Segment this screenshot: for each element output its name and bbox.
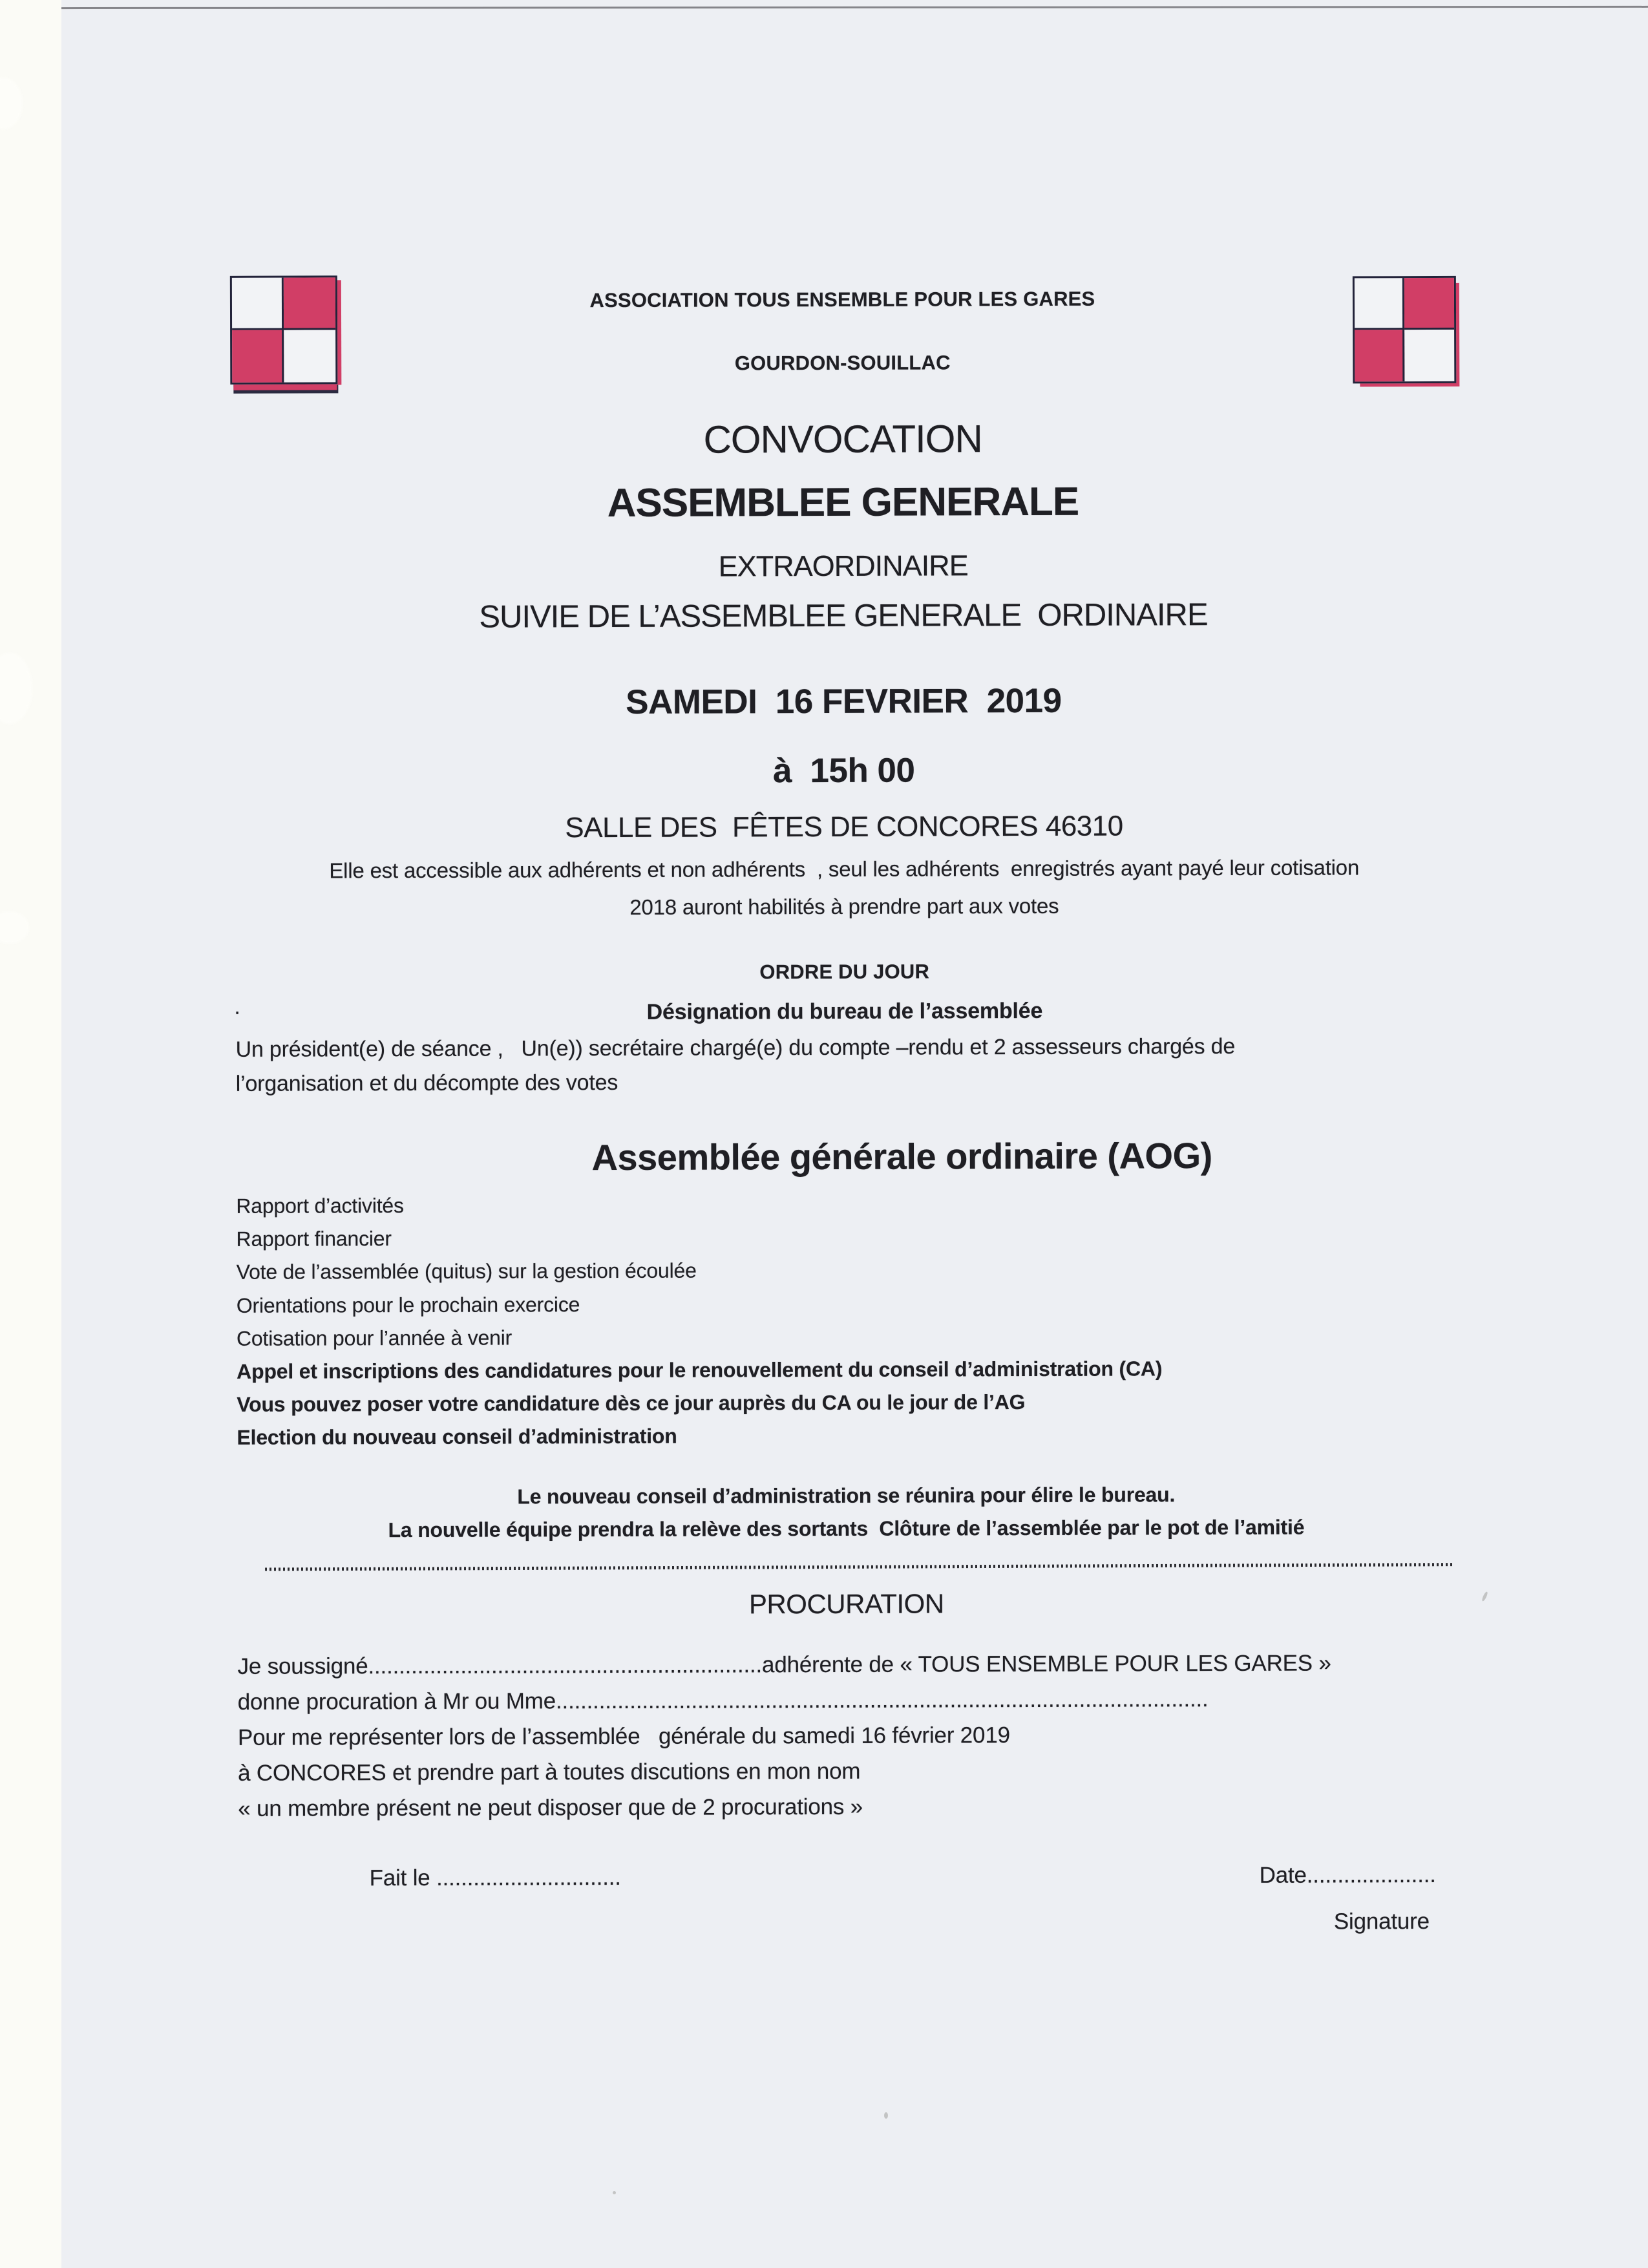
dotted-separator: [265, 1563, 1453, 1571]
event-date: SAMEDI 16 FEVRIER 2019: [626, 681, 1062, 721]
event-time: à 15h 00: [772, 751, 915, 790]
procuration-line5: « un membre présent ne peut disposer que de 2 procurations »: [238, 1794, 863, 1821]
procuration-line1: Je soussigné................................................................adhérente de « TOUS ENSEMBLE POUR LES GARES »: [237, 1650, 1331, 1679]
designation-line2: l’organisation et du décompte des votes: [235, 1070, 618, 1096]
ago-item-bold: Election du nouveau conseil d’administration: [237, 1424, 677, 1449]
association-name: ASSOCIATION TOUS ENSEMBLE POUR LES GARES: [589, 287, 1095, 312]
access-note-line2: 2018 auront habilités à prendre part aux votes: [629, 893, 1059, 919]
date-line: Date.....................: [1259, 1862, 1436, 1888]
ago-item: Orientations pour le prochain exercice: [236, 1293, 580, 1317]
access-note-line1: Elle est accessible aux adhérents et non adhérents , seul les adhérents enregistrés ayant payé leur cotisation: [329, 855, 1360, 883]
fait-le-line: Fait le ..............................: [369, 1864, 621, 1891]
ago-item-bold: Vous pouvez poser votre candidature dès ce jour auprès du CA ou le jour de l’AG: [237, 1390, 1026, 1416]
event-venue: SALLE DES FÊTES DE CONCORES 46310: [565, 810, 1123, 844]
ago-item: Rapport financier: [236, 1227, 392, 1251]
stray-bullet-dot: .: [234, 994, 240, 1019]
ago-heading: Assemblée générale ordinaire (AOG): [591, 1135, 1212, 1178]
designation-title: Désignation du bureau de l’assemblée: [646, 998, 1043, 1024]
procuration-line4: à CONCORES et prendre part à toutes discutions en mon nom: [238, 1758, 861, 1786]
ago-item: Rapport d’activités: [236, 1194, 404, 1218]
title-assemblee-generale: ASSEMBLEE GENERALE: [607, 479, 1079, 526]
ago-closing-line2: La nouvelle équipe prendra la relève des sortants Clôture de l’assemblée par le pot de l’amitié: [388, 1515, 1305, 1542]
procuration-line3: Pour me représenter lors de l’assemblée générale du samedi 16 février 2019: [237, 1722, 1010, 1750]
procuration-heading: PROCURATION: [748, 1588, 944, 1620]
title-extraordinaire: EXTRAORDINAIRE: [718, 549, 968, 583]
association-location: GOURDON-SOUILLAC: [734, 351, 951, 375]
procuration-line2: donne procuration à Mr ou Mme..........................................................................................................: [237, 1686, 1209, 1715]
ago-closing-line1: Le nouveau conseil d’administration se réunira pour élire le bureau.: [517, 1483, 1176, 1509]
ago-item-bold: Appel et inscriptions des candidatures pour le renouvellement du conseil d’administration (CA): [237, 1357, 1163, 1383]
title-suivie-ago: SUIVIE DE L’ASSEMBLEE GENERALE ORDINAIRE: [479, 597, 1208, 635]
signature-label: Signature: [1333, 1909, 1430, 1934]
ago-item: Cotisation pour l’année à venir: [236, 1326, 512, 1350]
ago-item: Vote de l’assemblée (quitus) sur la gestion écoulée: [236, 1258, 697, 1284]
designation-line1: Un président(e) de séance , Un(e)) secrétaire chargé(e) du compte –rendu et 2 assesseurs chargés de: [235, 1034, 1236, 1062]
title-convocation: CONVOCATION: [703, 417, 982, 461]
ordre-du-jour-heading: ORDRE DU JOUR: [759, 960, 930, 984]
